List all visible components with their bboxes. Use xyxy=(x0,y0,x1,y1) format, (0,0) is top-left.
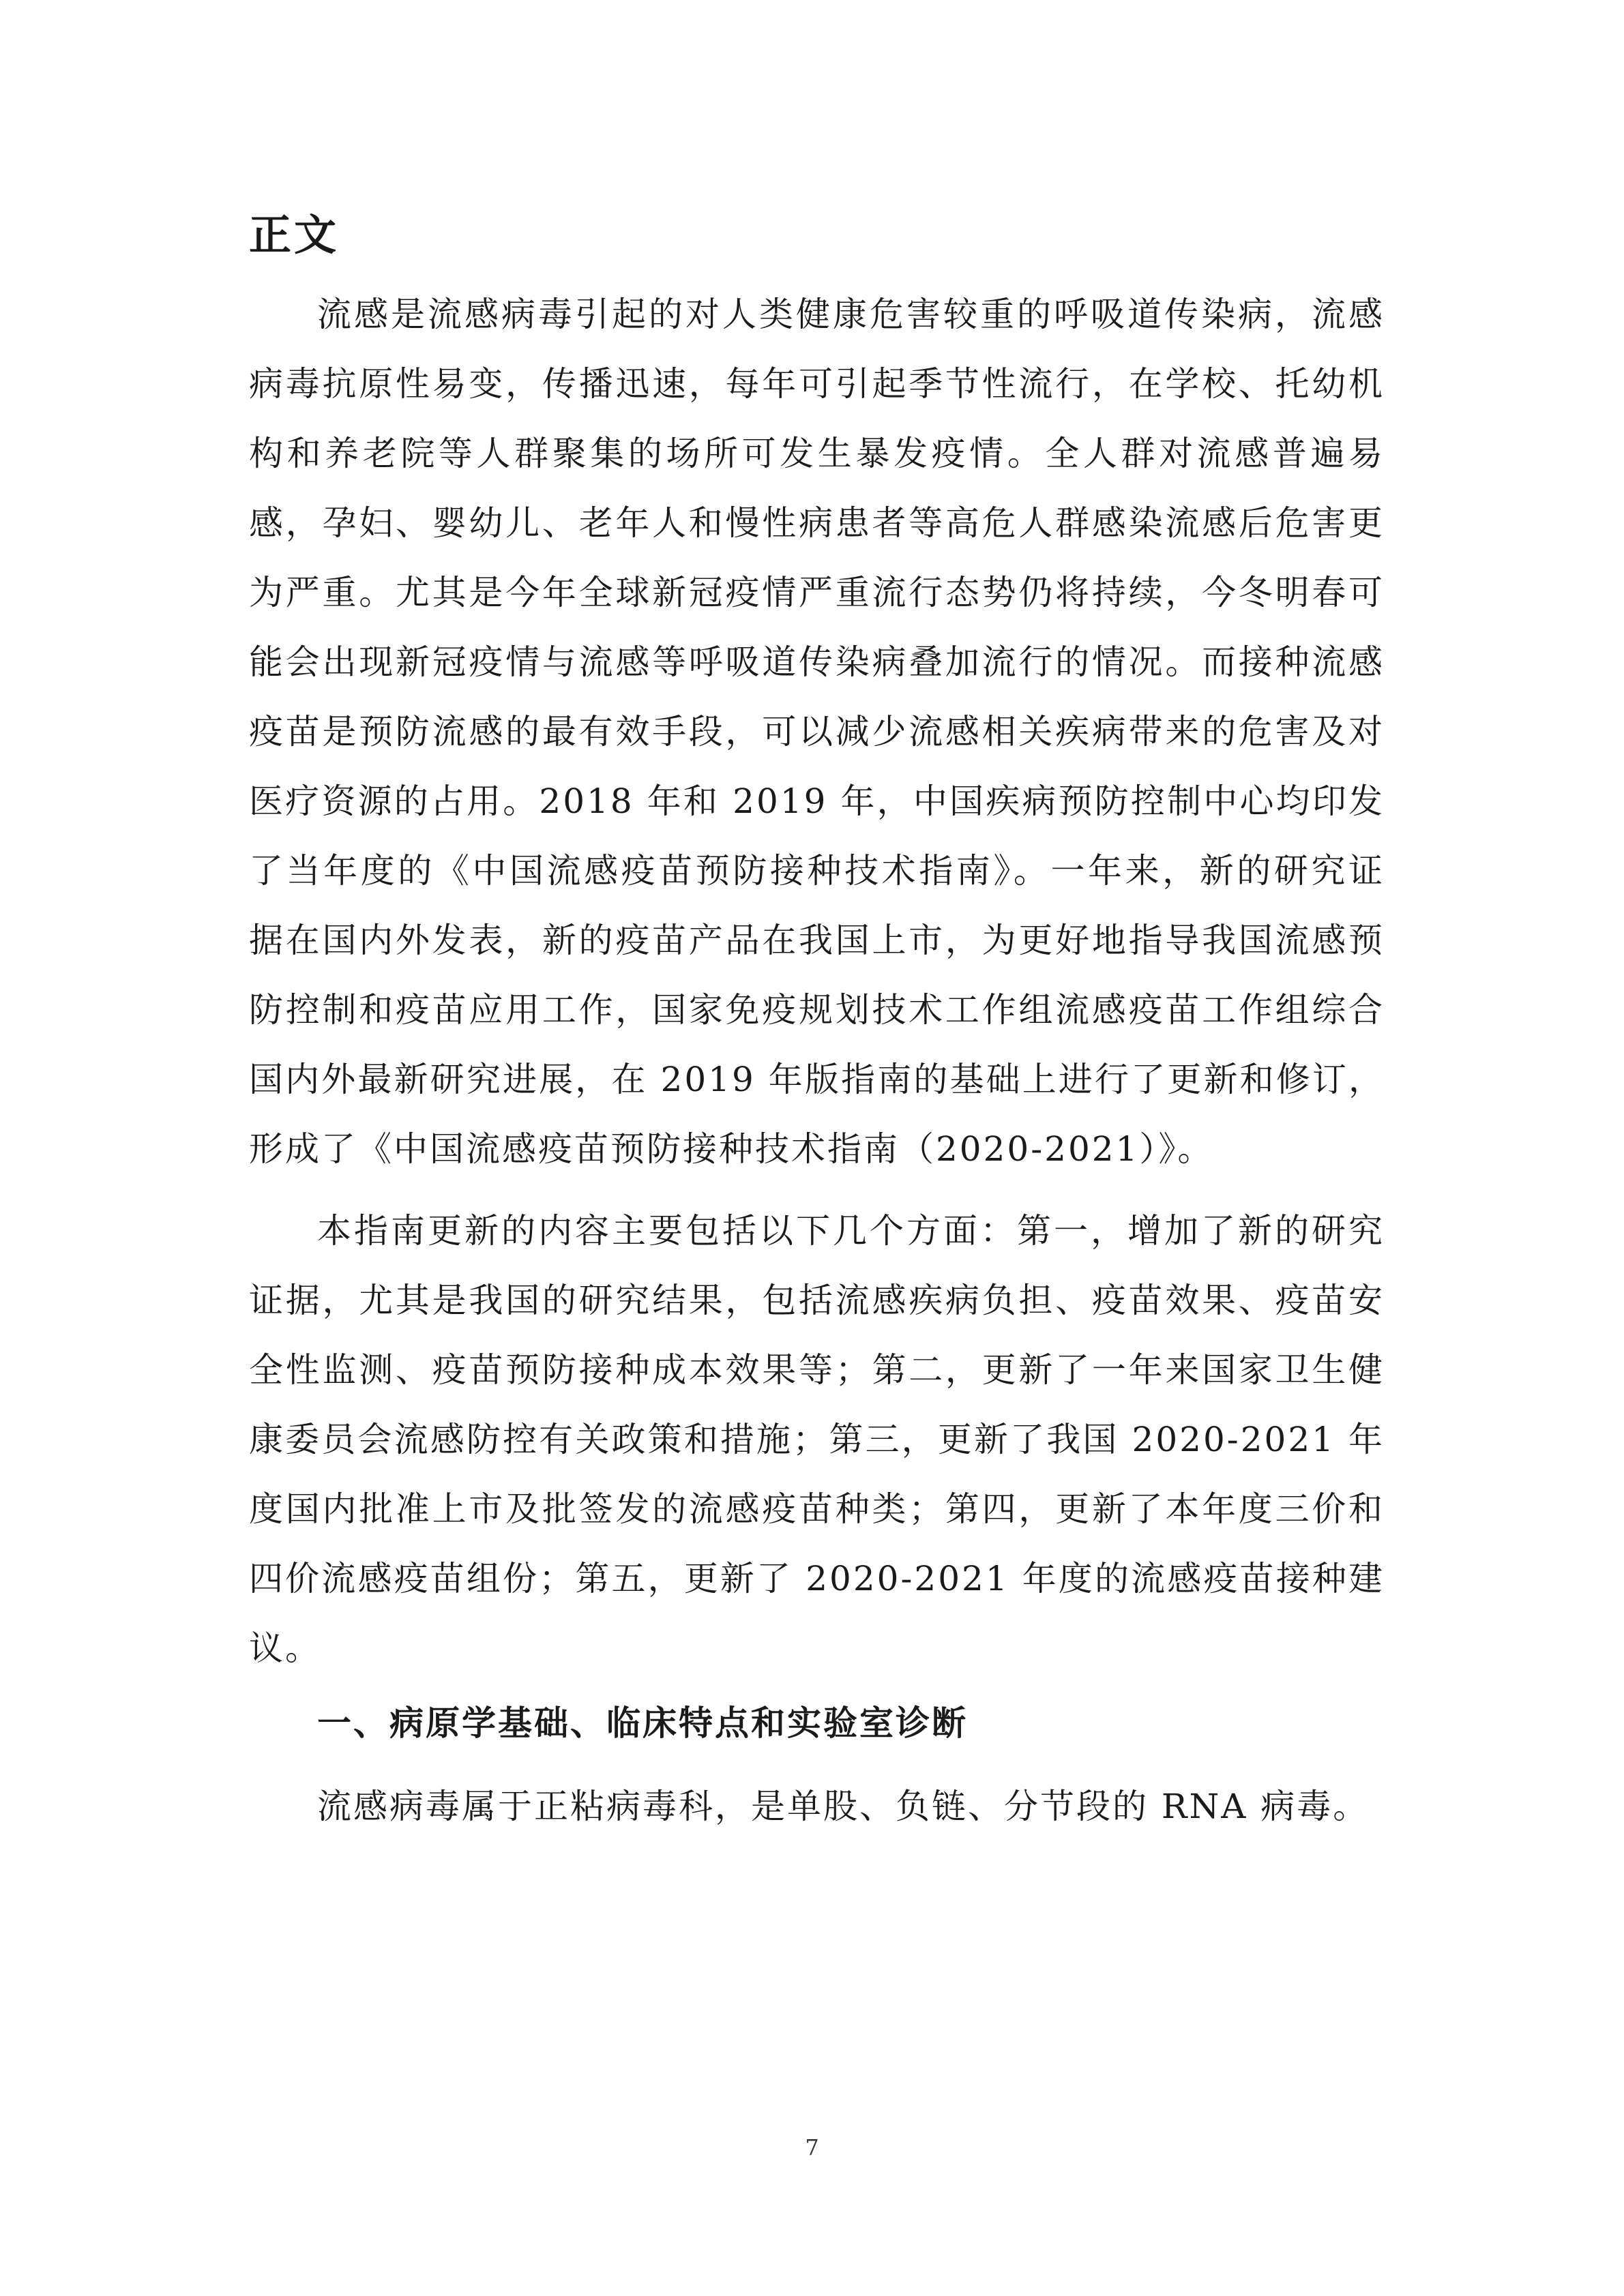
update-summary-paragraph: 本指南更新的内容主要包括以下几个方面：第一，增加了新的研究证据，尤其是我国的研究结果，包括流感疾病负担、疫苗效果、疫苗安全性监测、疫苗预防接种成本效果等；第二，更新了一年来国家卫生健康委员会流感防控有关政策和措施；第三，更新了我国 2020-2021 年度国内批准上市及批签发的流感疫苗种类；第四，更新了本年度三价和四价流感疫苗组份；第五，更新了 2020-2021 年度的流感疫苗接种建议。 xyxy=(249,1211,1385,1668)
section-title: 正文 xyxy=(249,210,340,260)
page-content xyxy=(249,198,1385,1841)
page-number: 7 xyxy=(805,2134,819,2160)
intro-paragraph: 流感是流感病毒引起的对人类健康危害较重的呼吸道传染病，流感病毒抗原性易变，传播迅速，每年可引起季节性流行，在学校、托幼机构和养老院等人群聚集的场所可发生暴发疫情。全人群对流感普遍易感，孕妇、婴幼儿、老年人和慢性病患者等高危人群感染流感后危害更为严重。尤其是今年全球新冠疫情严重流行态势仍将持续，今冬明春可能会出现新冠疫情与流感等呼吸道传染病叠加流行的情况。而接种流感疫苗是预防流感的最有效手段，可以减少流感相关疾病带来的危害及对医疗资源的占用。2018 年和 2019 年，中国疾病预防控制中心均印发了当年度的《中国流感疫苗预防接种技术指南》。一年来，新的研究证据在国内外发表，新的疫苗产品在我国上市，为更好地指导我国流感预防控制和疫苗应用工作，国家免疫规划技术工作组流感疫苗工作组综合国内外最新研究进展，在 2019 年版指南的基础上进行了更新和修订，形成了《中国流感疫苗预防接种技术指南（2020-2021）》。 xyxy=(249,295,1385,1169)
subheading-etiology: 一、病原学基础、临床特点和实验室诊断 xyxy=(317,1703,968,1743)
etiology-paragraph: 流感病毒属于正粘病毒科，是单股、负链、分节段的 RNA 病毒。 xyxy=(317,1787,1370,1826)
